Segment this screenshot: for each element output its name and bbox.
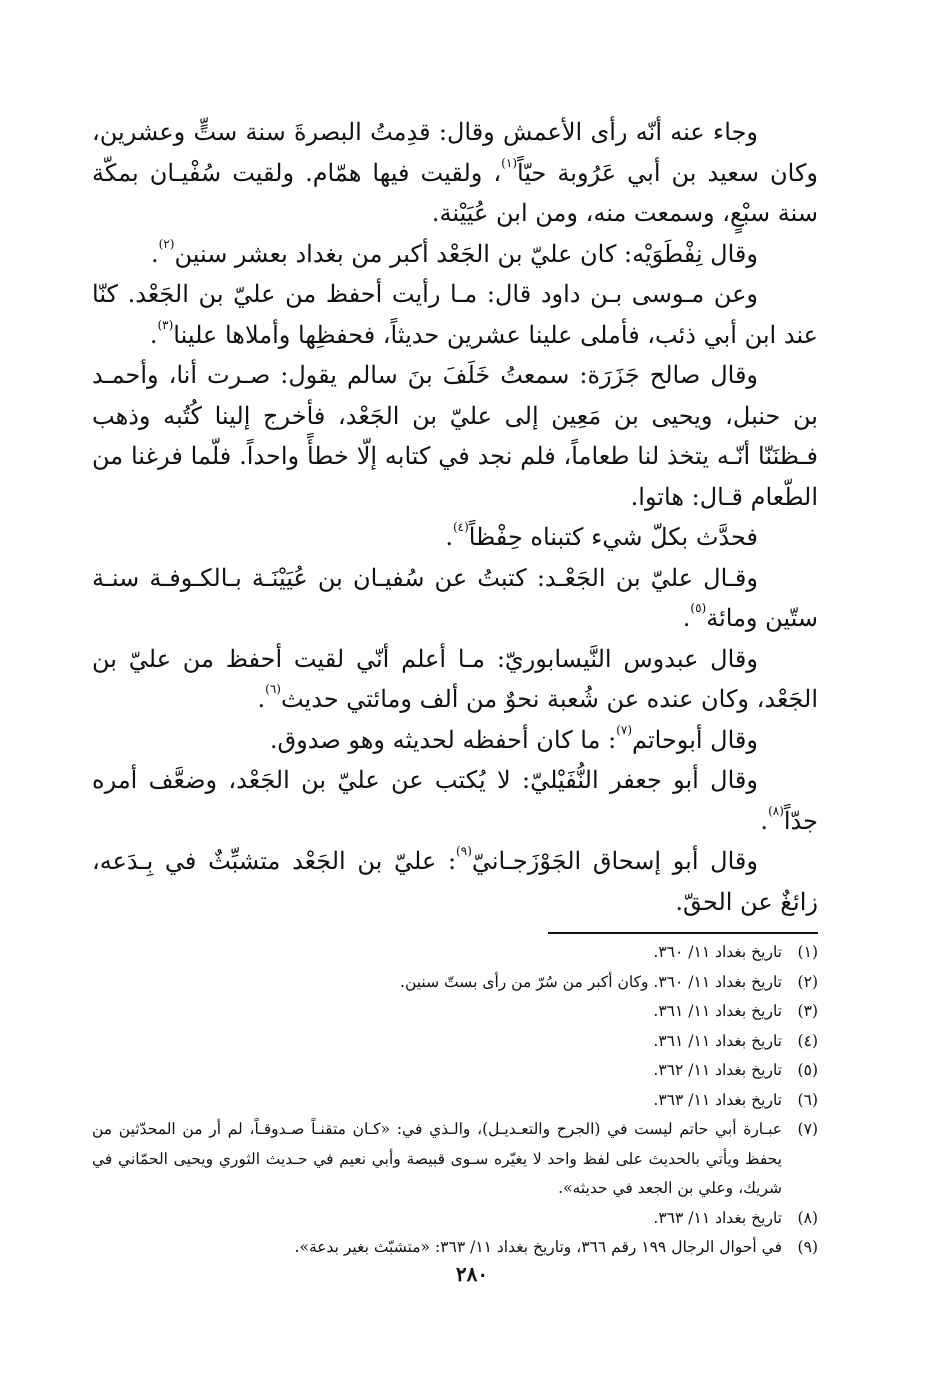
text-run: . <box>257 685 266 713</box>
footnote-marker: (٥) <box>690 601 707 615</box>
footnote-number: (٣) <box>797 1002 818 1020</box>
paragraph <box>92 558 818 639</box>
footnote-divider <box>548 932 818 934</box>
paragraph <box>92 234 818 275</box>
footnote-text: تاريخ بغداد ١١/ ٣٦٠. <box>653 943 782 961</box>
footnote <box>92 968 818 998</box>
footnote-text: عبـارة أبي حاتم ليست في (الجرح والتعـديـل)، والـذي في: «كـان متقنـاً صـدوقـاً، لم أر من المحدّثين من يحفظ ويأتي بالحديث على لفظ واحد لا يغيّره سـوى قبيصة وأبي نعيم في حـديث الثوري ويحيى الحمّاني في شريك، وعلي بن الجعد في حديثه». <box>92 1120 782 1197</box>
text-run: وقال نِفْطَوَيْه: كان عليّ بن الجَعْد أكبر من بغداد بعشر سنين <box>174 239 758 268</box>
text-run: : ما كان أحفظه لحديثه وهو صدوق. <box>269 725 617 754</box>
paragraph <box>92 639 818 720</box>
paragraph <box>92 720 818 761</box>
footnote-text: تاريخ بغداد ١١/ ٣٦٣. <box>653 1208 782 1227</box>
footnote <box>92 1086 818 1116</box>
footnote-marker: (٢) <box>158 236 175 251</box>
footnote <box>92 1233 818 1263</box>
footnote-number: (٦) <box>797 1090 818 1109</box>
paragraph <box>92 760 818 841</box>
footnote-text: تاريخ بغداد ١١/ ٣٦٢. <box>653 1061 782 1079</box>
text-run: ، ولقيت فيها همّام. ولقيت سُفْيـان بمكّة سنة سبْعٍ، وسمعت منه، ومن ابن عُيَيْنة. <box>92 158 818 227</box>
footnote <box>92 938 818 968</box>
text-run: : عليّ بن الجَعْد متشبِّثٌ في بِـدَعه، زائغٌ عن الحقّ. <box>92 847 818 916</box>
paragraph <box>92 274 818 355</box>
footnote-text: تاريخ بغداد ١١/ ٣٦١. <box>653 1031 782 1050</box>
page-body <box>92 112 818 1263</box>
text-run: . <box>682 604 691 632</box>
footnote-number: (١) <box>797 943 818 961</box>
paragraph <box>92 517 818 558</box>
footnote <box>92 997 818 1027</box>
text-run: وعن مـوسى بـن داود قال: مـا رأيت أحفظ من عليّ بن الجَعْد. كنّا عند ابن أبي ذئب، فأملى علينا عشرين حديثاً، فحفظِها وأملاها علينا <box>92 280 818 349</box>
paragraph <box>92 355 818 517</box>
footnote <box>92 1115 818 1204</box>
text-run: فحدَّث بكلّ شيء كتبناه حِفْظاً <box>468 523 758 551</box>
footnote-number: (٧) <box>797 1120 818 1138</box>
text-run: وقال صالح جَزَرَة: سمعتُ خَلَفَ بنَ سالم يقول: صـرت أنا، وأحمـد بن حنبل، ويحيى بن مَعِين إلى عليّ بن الجَعْد، فأخرج إلينا كُتُبه وذهب فـظنَنّا أنّـه يتخذ لنا طعاماً، فلم نجد في كتابه إلّا خطأً واحداً. فلّما فرغنا من الطّعام قـال: هاتوا. <box>92 361 818 511</box>
footnote-marker: (١) <box>501 155 517 170</box>
text-run: وقال أبو إسحاق الجَوْزَجـانيّ <box>471 847 758 875</box>
footnote <box>92 1027 818 1057</box>
footnote-number: (٩) <box>797 1238 818 1256</box>
footnote-marker: (٩) <box>456 844 472 858</box>
footnote-number: (٢) <box>797 972 818 991</box>
footnote-marker: (٤) <box>452 520 469 534</box>
page-number: ٢٨٠ <box>455 1262 489 1286</box>
text-run: وقـال عليّ بن الجَعْـد: كتبتُ عن سُفيـان بن عُيَيْنَـة بـالكـوفـة سنـة ستّين ومائة <box>92 563 818 632</box>
text-run: . <box>150 239 159 268</box>
text-run: وقال عبدوس النَّيسابوريّ: مـا أعلم أنّي لقيت أحفظ من عليّ بن الجَعْد، وكان عنده عن شُعبة نحوٌ من ألف ومائتي حديث <box>92 644 818 713</box>
footnote-marker: (٨) <box>768 803 784 818</box>
text-run: . <box>760 806 769 835</box>
text-run: وقال أبو جعفر النُّفَيْليّ: لا يُكتب عن عليّ بن الجَعْد، وضعَّف أمره جدّاً <box>92 766 818 835</box>
footnote-text: تاريخ بغداد ١١/ ٣٦٠. وكان أكبر من سُرّ من رأى بستّ سنين. <box>400 972 782 991</box>
footnote-number: (٤) <box>797 1031 818 1050</box>
footnote-number: (٥) <box>797 1061 818 1079</box>
footnote-text: في أحوال الرجال ١٩٩ رقم ٣٦٦، وتاريخ بغداد ١١/ ٣٦٣: «متشبّث بغير بدعة». <box>294 1238 782 1256</box>
footnote <box>92 1056 818 1086</box>
main-text <box>92 112 818 922</box>
text-run: وجاء عنه أنّه رأى الأعمش وقال: قدِمتُ البصرةَ سنة ستٍّ وعشرين، وكان سعيد بن أبي عَرُوبة حيّاً <box>92 118 819 187</box>
footnote-number: (٨) <box>797 1208 818 1227</box>
footnote-marker: (٧) <box>616 722 632 737</box>
text-run: . <box>149 320 158 349</box>
footnotes-list <box>92 938 818 1263</box>
footnote-text: تاريخ بغداد ١١/ ٣٦٣. <box>653 1090 782 1109</box>
footnote-marker: (٦) <box>265 682 281 696</box>
paragraph <box>92 841 818 922</box>
text-run: وقال أبوحاتم <box>632 725 758 754</box>
text-run: . <box>445 523 453 551</box>
footnote-marker: (٣) <box>157 317 174 332</box>
footnote <box>92 1204 818 1234</box>
paragraph <box>92 112 818 234</box>
footnote-text: تاريخ بغداد ١١/ ٣٦١. <box>653 1002 782 1020</box>
